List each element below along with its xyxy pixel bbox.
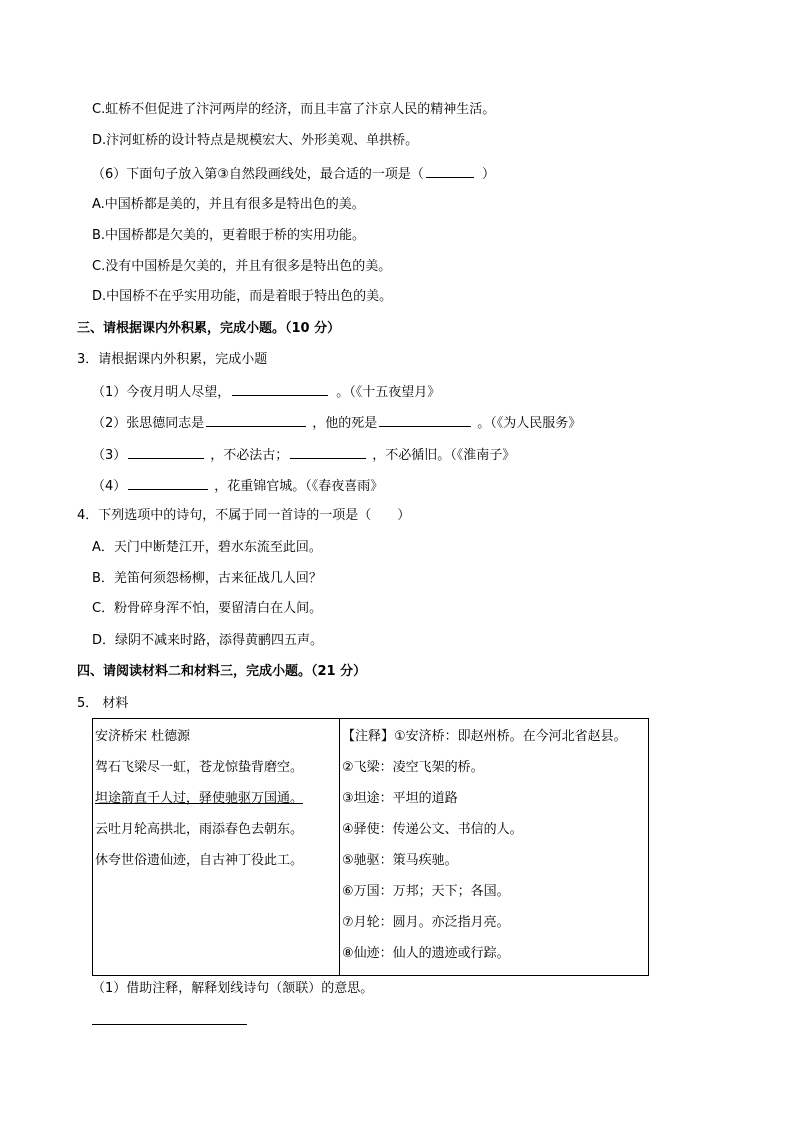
q2-option-d: D.汴河虹桥的设计特点是规模宏大、外形美观、单拱桥。 [92,133,419,148]
q5-title: 5． 材料 [77,696,129,711]
q4-option-d: D．绿阴不减来时路，添得黄鹂四五声。 [92,633,324,648]
q3-item-1 [92,382,440,402]
q3-4-text-a: （4） [92,479,127,494]
q3-4-blank[interactable] [128,476,208,490]
q3-3-text-c: ，不必循旧。（《淮南子》 [372,448,516,463]
q3-3-blank-2[interactable] [290,445,366,459]
q3-3-text-b: ，不必法古； [210,448,289,463]
q2-sub6-option-d: D.中国桥不在乎实用功能，而是着眼于特出色的美。 [92,289,393,304]
poem-line-2 [95,789,339,820]
poem-cell [93,719,340,976]
q2-sub6-suffix: ） [481,167,495,182]
q2-sub6-option-b: B.中国桥都是欠美的，更着眼于桥的实用功能。 [92,228,366,243]
q3-title: 3．请根据课内外积累，完成小题 [77,352,268,367]
q3-2-text-b: ，他的死是 [312,416,378,431]
q3-2-text-c: 。（《为人民服务》 [477,416,582,431]
note-1: 【注释】①安济桥：即赵州桥。在今河北省赵县。 [342,729,627,744]
q4-option-a: A．天门中断楚江开，碧水东流至此回。 [92,540,322,555]
q3-3-text-a: （3） [92,448,127,463]
q3-2-text-a: （2）张思德同志是 [92,416,205,431]
note-5: ⑤驰驱：策马疾驰。 [342,853,458,868]
q5-sub1-answer-line[interactable] [92,1024,247,1025]
q2-option-c: C.虹桥不但促进了汴河两岸的经济，而且丰富了汴京人民的精神生活。 [92,102,496,117]
q3-item-2 [92,413,581,433]
section4-heading: 四、请阅读材料二和材料三，完成小题。（21 分） [77,664,367,679]
note-4: ④驿使：传递公文、书信的人。 [342,822,523,837]
poem-line-1: 驾石飞梁尽一虹，苍龙惊蛰背磨空。 [95,760,304,775]
note-8: ⑧仙迹：仙人的遗迹或行踪。 [342,946,510,961]
q4-option-b: B．羌笛何须怨杨柳，古来征战几人回？ [92,571,322,586]
note-3: ③坦途：平坦的道路 [342,791,458,806]
q3-item-4 [92,476,383,496]
material-table [92,718,649,976]
section3-heading: 三、请根据课内外积累，完成小题。（10 分） [77,321,341,336]
poem-title: 安济桥宋 杜德源 [95,729,191,744]
note-2: ②飞梁：凌空飞架的桥。 [342,760,484,775]
poem-line-2-underlined: 坦途箭直千人过，驿使驰驱万国通。 [95,791,304,806]
q3-1-blank[interactable] [232,382,328,396]
poem-line-4: 休夸世俗遗仙迹，自古神丁役此工。 [95,853,304,868]
q5-sub1: （1）借助注释，解释划线诗句（颔联）的意思。 [92,981,374,996]
note-7: ⑦月轮：圆月。亦泛指月亮。 [342,915,510,930]
q3-item-3 [92,445,515,465]
notes-cell [340,719,649,976]
note-6: ⑥万国：万邦；天下；各国。 [342,884,510,899]
q3-2-blank-2[interactable] [379,413,471,427]
q3-4-text-b: ，花重锦官城。（《春夜喜雨》 [214,479,384,494]
q2-sub6-blank[interactable] [426,164,474,178]
q3-1-text-b: 。（《十五夜望月》 [336,385,441,400]
q2-sub6-question [92,164,495,184]
poem-line-3: 云吐月轮高拱北，雨添春色去朝东。 [95,822,304,837]
q2-sub6-option-c: C.没有中国桥是欠美的，并且有很多是特出色的美。 [92,259,392,274]
q4-title: 4．下列选项中的诗句，不属于同一首诗的一项是（ ） [77,508,411,523]
q4-option-c: C．粉骨碎身浑不怕，要留清白在人间。 [92,601,323,616]
q2-sub6-option-a: A.中国桥都是美的，并且有很多是特出色的美。 [92,197,365,212]
q3-1-text-a: （1）今夜月明人尽望， [92,385,231,400]
q2-sub6-prefix: （6）下面句子放入第③自然段画线处，最合适的一项是（ [92,167,424,182]
q3-2-blank-1[interactable] [206,413,306,427]
q3-3-blank-1[interactable] [128,445,204,459]
